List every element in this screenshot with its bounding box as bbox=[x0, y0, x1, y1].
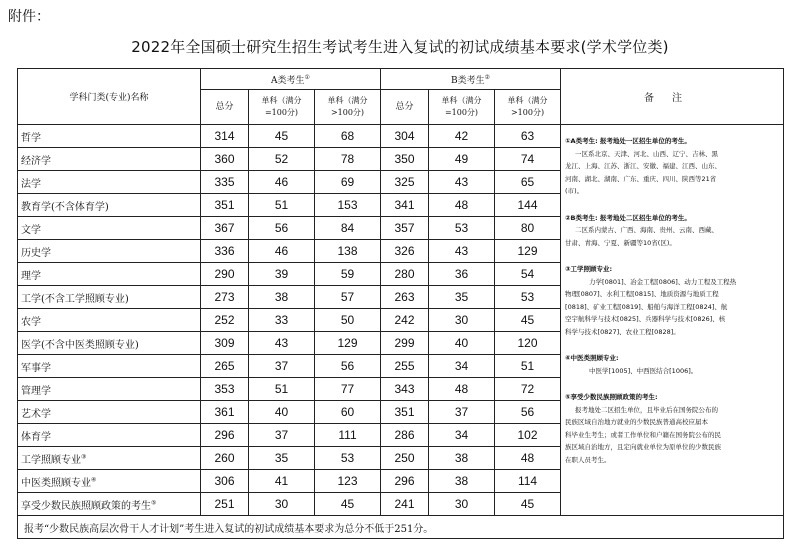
a-total-score: 360 bbox=[201, 148, 249, 171]
header-b-total: 总分 bbox=[381, 90, 429, 125]
b-total-score: 357 bbox=[381, 217, 429, 240]
b-single100-score: 43 bbox=[429, 240, 495, 263]
b-single100-score: 30 bbox=[429, 493, 495, 516]
a-single100-score: 46 bbox=[249, 240, 315, 263]
subject-name: 经济学 bbox=[18, 148, 201, 171]
subject-name: 医学(不含中医类照顾专业) bbox=[18, 332, 201, 355]
b-total-score: 299 bbox=[381, 332, 429, 355]
b-total-score: 263 bbox=[381, 286, 429, 309]
score-table bbox=[17, 68, 784, 539]
a-single100-score: 56 bbox=[249, 217, 315, 240]
attachment-label: 附件： bbox=[8, 9, 50, 25]
subject-name: 历史学 bbox=[18, 240, 201, 263]
b-single-gt100-score: 80 bbox=[495, 217, 561, 240]
b-single-gt100-score: 129 bbox=[495, 240, 561, 263]
a-total-score: 265 bbox=[201, 355, 249, 378]
header-notes: 备注 bbox=[561, 69, 784, 125]
a-single-gt100-score: 45 bbox=[315, 493, 381, 516]
note-5: ⑤享受少数民族照顾政策的考生: 报考地处二区招生单位，且毕业后在国务院公布的 民族区域自治地方就业的少数民族普通高校应届本 科毕业生考生；或者工作单位和户籍在国务院公布的民 族区域自治地方，且定向就业单位为原单位的少数民族 在职人员考生。 bbox=[565, 393, 722, 464]
b-single-gt100-score: 120 bbox=[495, 332, 561, 355]
b-single100-score: 49 bbox=[429, 148, 495, 171]
a-single-gt100-score: 68 bbox=[315, 125, 381, 148]
subject-name: 艺术学 bbox=[18, 401, 201, 424]
b-total-score: 255 bbox=[381, 355, 429, 378]
a-total-score: 306 bbox=[201, 470, 249, 493]
a-single-gt100-score: 59 bbox=[315, 263, 381, 286]
a-total-score: 309 bbox=[201, 332, 249, 355]
a-total-score: 314 bbox=[201, 125, 249, 148]
b-single-gt100-score: 51 bbox=[495, 355, 561, 378]
subject-name: 体育学 bbox=[18, 424, 201, 447]
b-single100-score: 48 bbox=[429, 378, 495, 401]
b-single100-score: 43 bbox=[429, 171, 495, 194]
b-single-gt100-score: 56 bbox=[495, 401, 561, 424]
b-single100-score: 42 bbox=[429, 125, 495, 148]
a-single-gt100-score: 138 bbox=[315, 240, 381, 263]
b-single-gt100-score: 74 bbox=[495, 148, 561, 171]
a-single-gt100-score: 129 bbox=[315, 332, 381, 355]
subject-name: 工学(不含工学照顾专业) bbox=[18, 286, 201, 309]
a-single100-score: 41 bbox=[249, 470, 315, 493]
a-single-gt100-score: 50 bbox=[315, 309, 381, 332]
b-single100-score: 36 bbox=[429, 263, 495, 286]
header-a-total: 总分 bbox=[201, 90, 249, 125]
b-single-gt100-score: 102 bbox=[495, 424, 561, 447]
a-total-score: 252 bbox=[201, 309, 249, 332]
b-total-score: 326 bbox=[381, 240, 429, 263]
b-single-gt100-score: 48 bbox=[495, 447, 561, 470]
b-total-score: 350 bbox=[381, 148, 429, 171]
note-2: ②B类考生: 报考地处二区招生单位的考生。 二区系内蒙古、广西、海南、贵州、云南、西藏、 甘肃、青海、宁夏、新疆等10省(区)。 bbox=[565, 213, 719, 247]
b-single100-score: 40 bbox=[429, 332, 495, 355]
a-single100-score: 37 bbox=[249, 424, 315, 447]
b-single100-score: 34 bbox=[429, 424, 495, 447]
a-single100-score: 38 bbox=[249, 286, 315, 309]
b-single-gt100-score: 144 bbox=[495, 194, 561, 217]
a-single100-score: 33 bbox=[249, 309, 315, 332]
a-single100-score: 45 bbox=[249, 125, 315, 148]
note-4: ④中医类照顾专业: 中医学[1005]、中西医结合[1006]。 bbox=[565, 354, 698, 375]
a-single100-score: 52 bbox=[249, 148, 315, 171]
subject-name: 农学 bbox=[18, 309, 201, 332]
a-single-gt100-score: 60 bbox=[315, 401, 381, 424]
a-total-score: 251 bbox=[201, 493, 249, 516]
b-total-score: 325 bbox=[381, 171, 429, 194]
a-single-gt100-score: 123 bbox=[315, 470, 381, 493]
b-total-score: 304 bbox=[381, 125, 429, 148]
a-single-gt100-score: 78 bbox=[315, 148, 381, 171]
header-a-single-gt100: 单科（满分 >100分) bbox=[315, 90, 381, 125]
b-single100-score: 35 bbox=[429, 286, 495, 309]
b-single100-score: 38 bbox=[429, 470, 495, 493]
b-single100-score: 38 bbox=[429, 447, 495, 470]
a-single-gt100-score: 84 bbox=[315, 217, 381, 240]
a-single100-score: 30 bbox=[249, 493, 315, 516]
a-single100-score: 40 bbox=[249, 401, 315, 424]
subject-name: 工学照顾专业③ bbox=[18, 447, 201, 470]
b-total-score: 250 bbox=[381, 447, 429, 470]
header-b-single-gt100: 单科（满分 >100分) bbox=[495, 90, 561, 125]
subject-name: 法学 bbox=[18, 171, 201, 194]
b-single-gt100-score: 53 bbox=[495, 286, 561, 309]
a-total-score: 296 bbox=[201, 424, 249, 447]
a-single100-score: 35 bbox=[249, 447, 315, 470]
b-single100-score: 30 bbox=[429, 309, 495, 332]
a-single100-score: 37 bbox=[249, 355, 315, 378]
a-single100-score: 51 bbox=[249, 194, 315, 217]
subject-name: 管理学 bbox=[18, 378, 201, 401]
b-single100-score: 48 bbox=[429, 194, 495, 217]
b-total-score: 280 bbox=[381, 263, 429, 286]
note-3: ③工学照顾专业: 力学[0801]、冶金工程[0806]、动力工程及工程热 物理[0807]、水利工程[0815]、地质资源与地质工程 [0818]、矿业工程[0819]、船舶与海洋工程[0824]、航 空宇航科学与技术[0825]、兵器科学与技术[0826]、核 科学与技术[0827]、农业工程[0828]。 bbox=[565, 265, 737, 336]
b-single-gt100-score: 114 bbox=[495, 470, 561, 493]
notes-cell bbox=[561, 125, 784, 516]
a-single-gt100-score: 69 bbox=[315, 171, 381, 194]
header-group-a: A类考生① bbox=[201, 69, 381, 90]
a-single100-score: 39 bbox=[249, 263, 315, 286]
note-1: ①A类考生: 报考地处一区招生单位的考生。 一区系北京、天津、河北、山西、辽宁、吉林、黑 龙江、上海、江苏、浙江、安徽、福建、江西、山东、 河南、湖北、湖南、广东、重庆、四川、陕西等21省 (市)。 bbox=[565, 137, 722, 195]
subject-name: 中医类照顾专业④ bbox=[18, 470, 201, 493]
b-single100-score: 53 bbox=[429, 217, 495, 240]
subject-name: 教育学(不含体育学) bbox=[18, 194, 201, 217]
a-single-gt100-score: 57 bbox=[315, 286, 381, 309]
b-total-score: 341 bbox=[381, 194, 429, 217]
a-total-score: 353 bbox=[201, 378, 249, 401]
b-single-gt100-score: 45 bbox=[495, 309, 561, 332]
subject-name: 军事学 bbox=[18, 355, 201, 378]
subject-name: 理学 bbox=[18, 263, 201, 286]
b-single-gt100-score: 72 bbox=[495, 378, 561, 401]
b-single-gt100-score: 45 bbox=[495, 493, 561, 516]
a-single-gt100-score: 56 bbox=[315, 355, 381, 378]
a-total-score: 351 bbox=[201, 194, 249, 217]
b-total-score: 286 bbox=[381, 424, 429, 447]
a-total-score: 273 bbox=[201, 286, 249, 309]
a-single-gt100-score: 153 bbox=[315, 194, 381, 217]
a-total-score: 335 bbox=[201, 171, 249, 194]
a-single-gt100-score: 77 bbox=[315, 378, 381, 401]
header-subject: 学科门类(专业)名称 bbox=[18, 69, 201, 125]
table-row bbox=[18, 125, 784, 148]
b-single-gt100-score: 65 bbox=[495, 171, 561, 194]
b-total-score: 296 bbox=[381, 470, 429, 493]
header-b-single100: 单科（满分 =100分) bbox=[429, 90, 495, 125]
a-total-score: 260 bbox=[201, 447, 249, 470]
b-single100-score: 37 bbox=[429, 401, 495, 424]
b-single-gt100-score: 63 bbox=[495, 125, 561, 148]
b-single-gt100-score: 54 bbox=[495, 263, 561, 286]
header-group-b: B类考生② bbox=[381, 69, 561, 90]
b-total-score: 241 bbox=[381, 493, 429, 516]
a-total-score: 367 bbox=[201, 217, 249, 240]
a-total-score: 361 bbox=[201, 401, 249, 424]
subject-name: 文学 bbox=[18, 217, 201, 240]
subject-name: 享受少数民族照顾政策的考生⑤ bbox=[18, 493, 201, 516]
a-single100-score: 51 bbox=[249, 378, 315, 401]
header-a-single100: 单科（满分 =100分) bbox=[249, 90, 315, 125]
b-total-score: 343 bbox=[381, 378, 429, 401]
b-total-score: 242 bbox=[381, 309, 429, 332]
a-total-score: 336 bbox=[201, 240, 249, 263]
a-single-gt100-score: 111 bbox=[315, 424, 381, 447]
b-total-score: 351 bbox=[381, 401, 429, 424]
a-single100-score: 43 bbox=[249, 332, 315, 355]
footer-note: 报考“少数民族高层次骨干人才计划”考生进入复试的初试成绩基本要求为总分不低于251分。 bbox=[18, 516, 784, 539]
a-single-gt100-score: 53 bbox=[315, 447, 381, 470]
page-title: 2022年全国硕士研究生招生考试考生进入复试的初试成绩基本要求(学术学位类) bbox=[131, 38, 669, 56]
subject-name: 哲学 bbox=[18, 125, 201, 148]
a-single100-score: 46 bbox=[249, 171, 315, 194]
a-total-score: 290 bbox=[201, 263, 249, 286]
b-single100-score: 34 bbox=[429, 355, 495, 378]
